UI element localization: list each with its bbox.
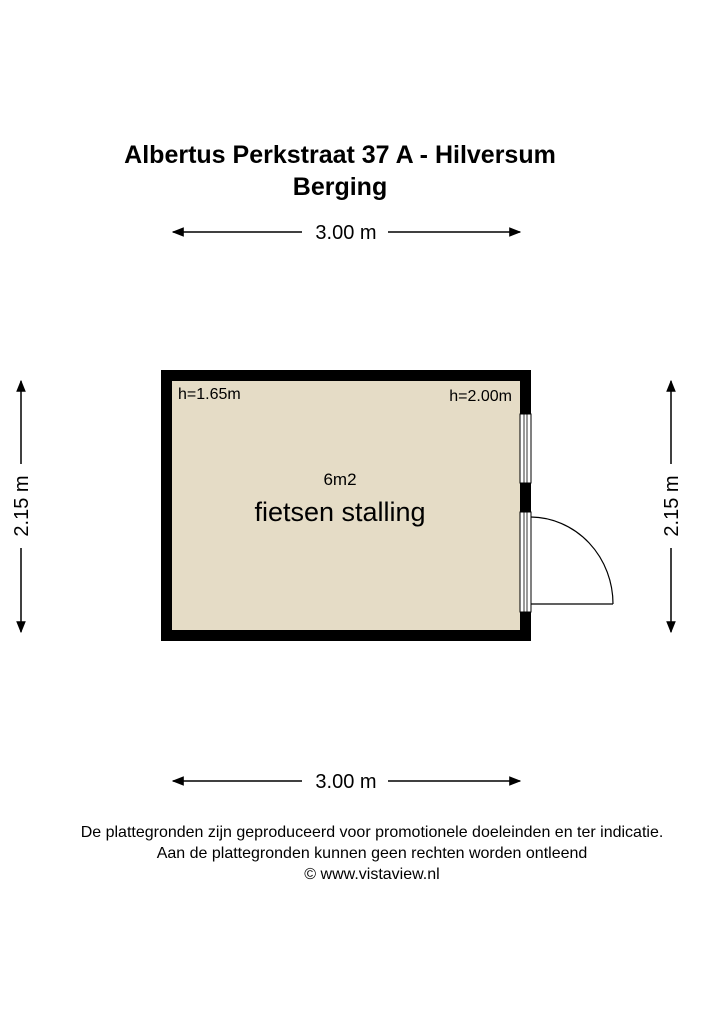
top-dimension-label: 3.00 m [315,222,377,244]
room-area: 6m2 [323,470,357,489]
ceiling-height-right: h=2.00m [449,388,512,405]
floor-name: Berging [292,173,388,201]
left-dimension-label: 2.15 m [11,475,33,537]
disclaimer-line-2: Aan de plattegronden kunnen geen rechten worden ontleend [156,845,588,862]
copyright-link[interactable]: © www.vistaview.nl [304,866,440,883]
plan-title: Albertus Perkstraat 37 A - Hilversum [124,141,556,169]
right-dimension-label: 2.15 m [661,475,683,537]
ceiling-height-left: h=1.65m [178,386,241,403]
right-dimension [661,381,683,632]
bottom-dimension-label: 3.00 m [315,771,377,793]
window [520,414,531,483]
room-name: fietsen stalling [254,497,426,527]
bottom-dimension [173,771,520,793]
door [520,512,613,612]
disclaimer-line-1: De plattegronden zijn geproduceerd voor promotionele doeleinden en ter indicatie. [80,824,664,841]
left-dimension [11,381,33,632]
top-dimension [173,222,520,244]
